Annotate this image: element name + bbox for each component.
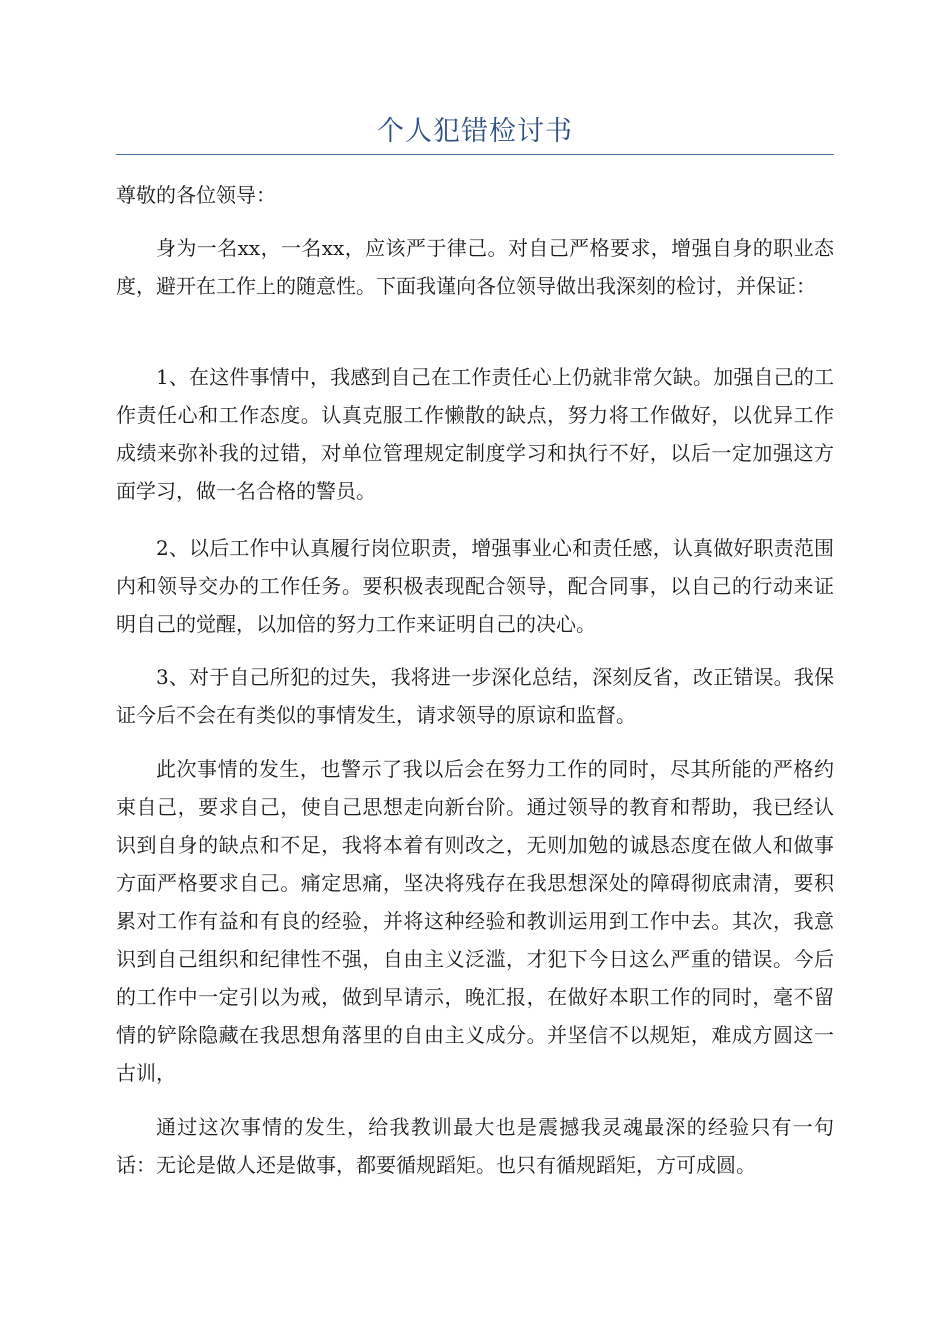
- title-underline: [116, 154, 834, 155]
- paragraph-intro: 身为一名xx，一名xx，应该严于律己。对自己严格要求，增强自身的职业态度，避开在工作上的随意性。下面我谨向各位领导做出我深刻的检讨，并保证：: [116, 236, 834, 298]
- paragraph-point-1: 1、在这件事情中，我感到自己在工作责任心上仍就非常欠缺。加强自己的工作责任心和工作态度。认真克服工作懒散的缺点，努力将工作做好，以优异工作成绩来弥补我的过错，对单位管理规定制度学习和执行不好，以后一定加强这方面学习，做一名合格的警员。: [116, 365, 834, 503]
- paragraph-reflection: 此次事情的发生，也警示了我以后会在努力工作的同时，尽其所能的严格约束自己，要求自己，使自己思想走向新台阶。通过领导的教育和帮助，我已经认识到自身的缺点和不足，我将本着有则改之，无则加勉的诚恳态度在做人和做事方面严格要求自己。痛定思痛，坚决将残存在我思想深处的障碍彻底肃清，要积累对工作有益和有良的经验，并将这种经验和教训运用到工作中去。其次，我意识到自己组织和纪律性不强，自由主义泛滥，才犯下今日这么严重的错误。今后的工作中一定引以为戒，做到早请示，晚汇报，在做好本职工作的同时，毫不留情的铲除隐藏在我思想角落里的自由主义成分。并坚信不以规矩，难成方圆这一古训，: [116, 757, 834, 1085]
- paragraph-conclusion: 通过这次事情的发生，给我教训最大也是震撼我灵魂最深的经验只有一句话：无论是做人还是做事，都要循规蹈矩。也只有循规蹈矩，方可成圆。: [116, 1115, 834, 1177]
- paragraph-point-3: 3、对于自己所犯的过失，我将进一步深化总结，深刻反省，改正错误。我保证今后不会在有类似的事情发生，请求领导的原谅和监督。: [116, 665, 834, 727]
- paragraph-point-2: 2、以后工作中认真履行岗位职责，增强事业心和责任感，认真做好职责范围内和领导交办的工作任务。要积极表现配合领导，配合同事，以自己的行动来证明自己的觉醒，以加倍的努力工作来证明自己的决心。: [116, 536, 834, 636]
- document-title: 个人犯错检讨书: [377, 116, 573, 147]
- salutation: 尊敬的各位领导：: [116, 183, 276, 207]
